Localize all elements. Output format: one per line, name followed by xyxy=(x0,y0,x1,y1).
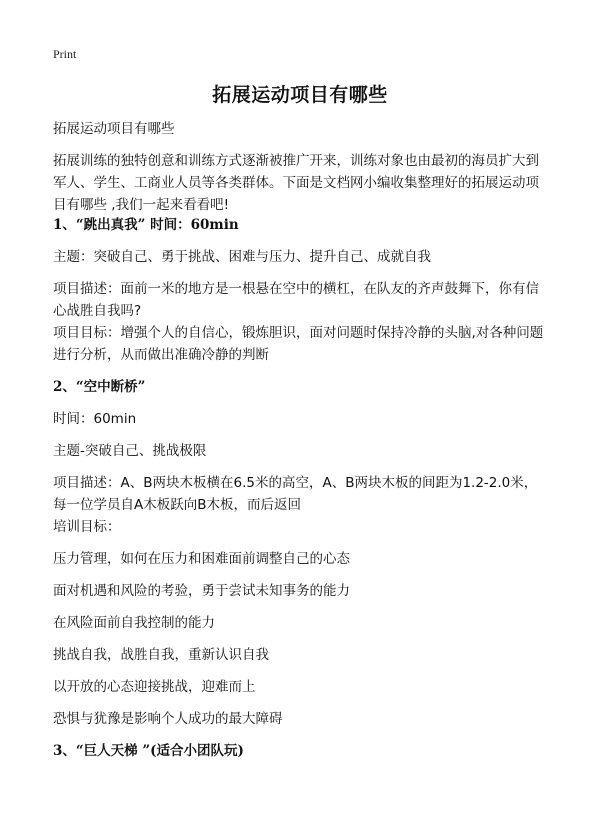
intro-paragraph: 拓展训练的独特创意和训练方式逐渐被推广开来，训练对象也由最初的海员扩大到军人、学生、工商业人员等各类群体。下面是文档网小编收集整理好的拓展运动项目有哪些 ,我们一起来看看吧! xyxy=(53,153,539,213)
page-title: 拓展运动项目有哪些 xyxy=(212,84,388,106)
section-2-description: 项目描述：A、B两块木板横在6.5米的高空，A、B两块木板的间距为1.2-2.0米，每一位学员自A木板跃向B木板，而后返回 xyxy=(53,475,538,513)
section-1-goal: 项目目标：增强个人的自信心，锻炼胆识，面对问题时保持冷静的头脑,对各种问题进行分析，从而做出准确冷静的判断 xyxy=(53,325,544,363)
goal-item: 挑战自我，战胜自我，重新认识自我 xyxy=(53,647,269,663)
section-1-theme: 主题：突破自己、勇于挑战、困难与压力、提升自己、成就自我 xyxy=(53,249,431,265)
section-1-heading: 1、“跳出真我” 时间：60min xyxy=(53,217,239,233)
goal-item: 压力管理，如何在压力和困难面前调整自己的心态 xyxy=(53,551,350,567)
section-1-description: 项目描述：面前一米的地方是一根悬在空中的横杠，在队友的齐声鼓舞下，你有信心战胜自我吗? xyxy=(53,281,539,319)
training-goals-label: 培训目标： xyxy=(53,519,121,535)
section-3-heading: 3、“巨人天梯 ”(适合小团队玩) xyxy=(53,743,244,759)
section-2-heading: 2、“空中断桥” xyxy=(53,379,146,395)
goal-item: 面对机遇和风险的考验，勇于尝试未知事务的能力 xyxy=(53,583,350,599)
goal-item: 恐惧与犹豫是影响个人成功的最大障碍 xyxy=(53,711,283,727)
goal-item: 在风险面前自我控制的能力 xyxy=(53,615,215,631)
section-2-time: 时间：60min xyxy=(53,411,137,427)
section-2-theme: 主题-突破自己、挑战极限 xyxy=(53,443,207,459)
goal-item: 以开放的心态迎接挑战，迎难而上 xyxy=(53,679,256,695)
print-label[interactable]: Print xyxy=(53,47,77,61)
doc-subtitle: 拓展运动项目有哪些 xyxy=(53,121,175,137)
